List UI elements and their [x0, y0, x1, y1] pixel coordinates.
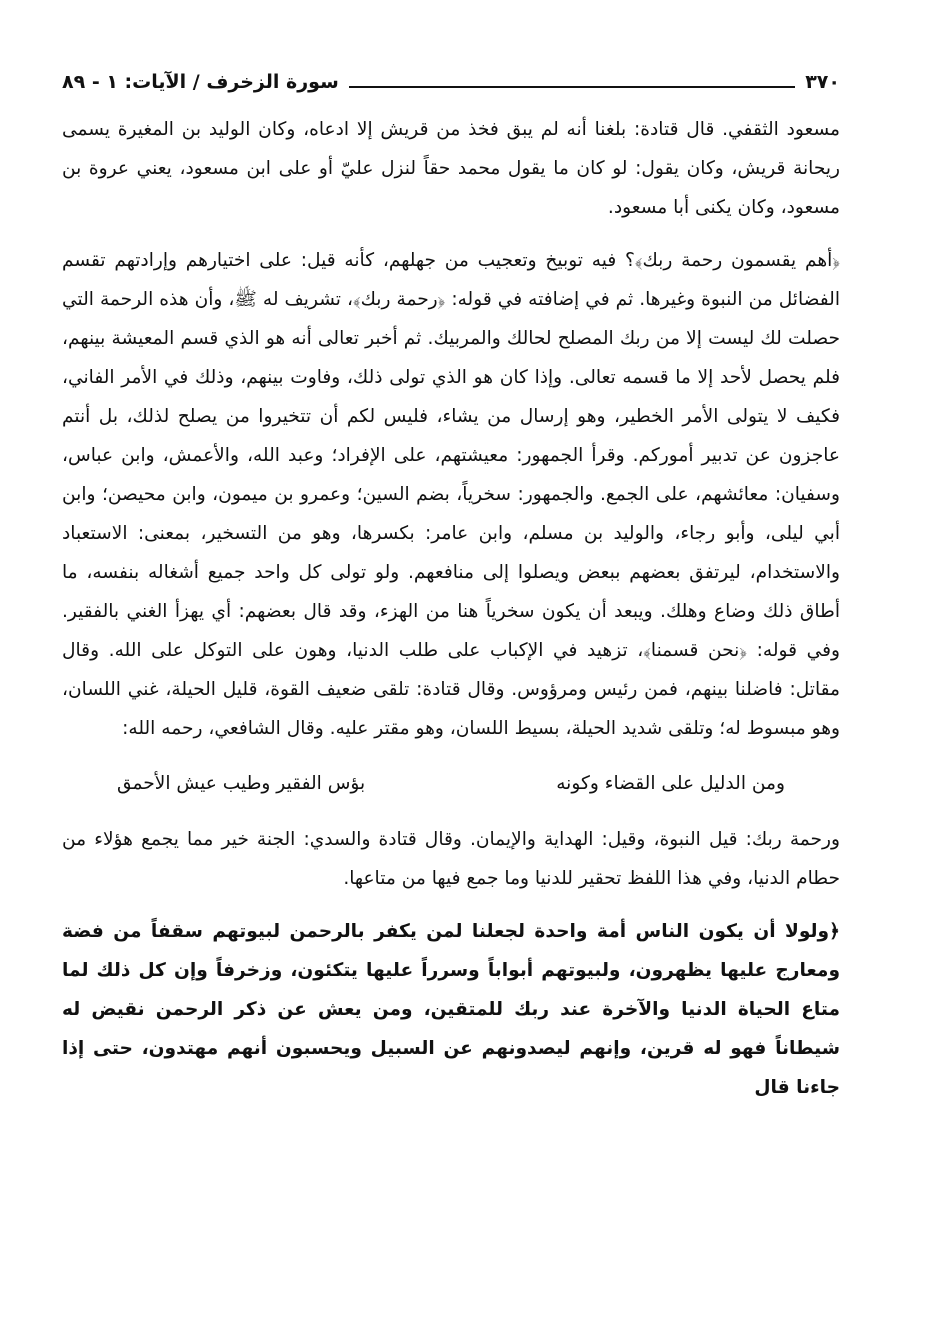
- poem-verse: [62, 760, 840, 808]
- quran-verse-block: ﴿ولولا أن يكون الناس أمة واحدة لجعلنا لمن يكفر بالرحمن لبيوتهم سقفاً من فضة ومعارج عليها يظهرون، ولبيوتهم أبواباً وسرراً عليها يتكئون، وزخرفاً وإن كل ذلك لما متاع الحياة الدنيا والآخرة عند ربك للمتقين، ومن يعش عن ذكر الرحمن نقيض له شيطاناً فهو له قرين، وإنهم ليصدونهم عن السبيل ويحسبون أنهم مهتدون، حتى إذا جاءنا قال: [62, 921, 840, 1098]
- poem-first-hemistich: ومن الدليل على القضاء وكونه: [556, 773, 785, 794]
- paragraph-commentary: ﴿أهم يقسمون رحمة ربك﴾؟ فيه توبيخ وتعجيب من جهلهم، كأنه قيل: على اختيارهم وإرادتهم تقسم الفضائل من النبوة وغيرها. ثم في إضافته في قوله: ﴿رحمة ربك﴾، تشريف له ﷺ، وأن هذه الرحمة التي حصلت لك ليست إلا من ربك المصلح لحالك والمربيك. ثم أخبر تعالى أنه هو الذي قسم المعيشة بينهم، فلم يحصل لأحد إلا ما قسمه تعالى. وإذا كان هو الذي تولى ذلك، وفاوت بينهم، وذلك في الأمر الفاني، فكيف لا يتولى الأمر الخطير، وهو إرسال من يشاء، فليس لكم أن تتخيروا من يصلح لذلك، بل أنتم عاجزون عن تدبير أموركم. وقرأ الجمهور: معيشتهم، على الإفراد؛ وعبد الله، والأعمش، وابن عباس، وسفيان: معائشهم، على الجمع. والجمهور: سخرياً، بضم السين؛ وعمرو بن ميمون، وابن محيصن؛ وابن أبي ليلى، وأبو رجاء، والوليد بن مسلم، وابن عامر: بكسرها، وهو من التسخير، بمعنى: الاستعباد والاستخدام، ليرتفق بعضهم ببعض ويصلوا إلى منافعهم. ولو تولى كل واحد جميع أشغاله بنفسه، ما أطاق ذلك وضاع وهلك. ويبعد أن يكون سخرياً هنا من الهزء، وقد قال بعضهم: أي يهزأ الغني بالفقير. وفي قوله: ﴿نحن قسمنا﴾، تزهيد في الإكباب على طلب الدنيا، وهون على التوكل على الله. وقال مقاتل: فاضلنا بينهم، فمن رئيس ومرؤوس. وقال قتادة: تلقى ضعيف القوة، قليل الحيلة، غني اللسان، وهو مبسوط له؛ وتلقى شديد الحيلة، بسيط اللسان، وهو مقتر عليه. وقال الشافعي، رحمه الله:: [62, 250, 840, 739]
- page-body: [62, 110, 840, 1107]
- page-number: ٣٧٠: [805, 71, 840, 93]
- surah-title: سورة الزخرف / الآيات: ١ - ٨٩: [62, 71, 339, 93]
- paragraph-after-poem: ورحمة ربك: قيل النبوة، وقيل: الهداية والإيمان. وقال قتادة والسدي: الجنة خير مما يجمع هؤلاء من حطام الدنيا، وفي هذا اللفظ تحقير للدنيا وما جمع فيها من متاعها.: [62, 829, 840, 889]
- header-rule: [349, 86, 795, 88]
- running-header: [62, 62, 840, 102]
- paragraph-intro: مسعود الثقفي. قال قتادة: بلغنا أنه لم يبق فخذ من قريش إلا ادعاه، وكان الوليد بن المغيرة يسمى ريحانة قريش، وكان يقول: لو كان ما يقول محمد حقاً لنزل عليّ أو على ابن مسعود، يعني عروة بن مسعود، وكان يكنى أبا مسعود.: [62, 119, 840, 218]
- poem-second-hemistich: بؤس الفقير وطيب عيش الأحمق: [117, 773, 366, 794]
